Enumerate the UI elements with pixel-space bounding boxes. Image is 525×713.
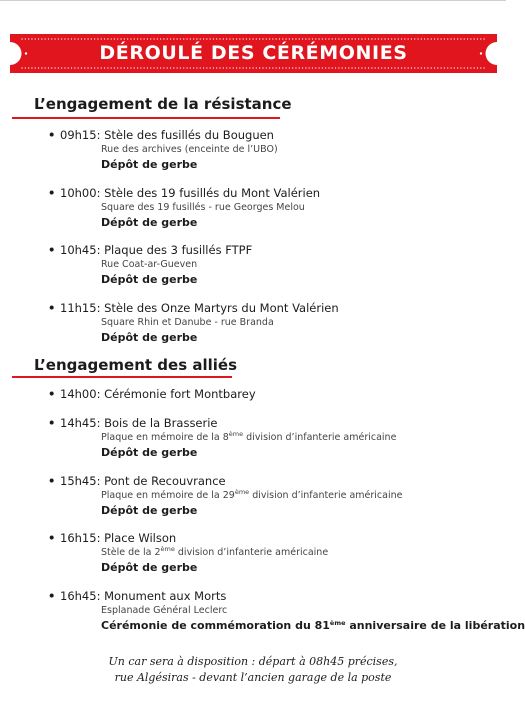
event-action: Dépôt de gerbe (101, 331, 198, 344)
bullet-icon: • (48, 589, 56, 603)
event-address: Rue des archives (enceinte de l’UBO) (101, 144, 278, 155)
page-title: DÉROULÉ DES CÉRÉMONIES (99, 42, 408, 64)
bullet-icon: • (48, 387, 56, 401)
transport-notice-line1: Un car sera à disposition : départ à 08h45 précises, (108, 655, 398, 668)
event-time: 11h15 (60, 301, 97, 315)
section-title-allies: L’engagement des alliés (34, 356, 238, 374)
transport-notice-line2: rue Algésiras - devant l’ancien garage de la poste (114, 671, 392, 684)
event-time: 16h45 (60, 589, 97, 603)
event-address: Square des 19 fusillés - rue Georges Melou (101, 202, 305, 213)
event-place: Bois de la Brasserie (104, 416, 218, 430)
title-banner (10, 34, 497, 73)
event-item: • 11h15: Stèle des Onze Martyrs du Mont Valérien Square Rhin et Danube - rue Branda Dépôt de gerbe (48, 301, 498, 345)
event-action: Dépôt de gerbe (101, 561, 198, 574)
event-place: Monument aux Morts (104, 589, 227, 603)
event-item: • 10h00: Stèle des 19 fusillés du Mont Valérien Square des 19 fusillés - rue Georges Melou Dépôt de gerbe (48, 186, 498, 230)
event-place: Pont de Recouvrance (104, 474, 226, 488)
event-time: 16h15 (60, 531, 97, 545)
event-place: Stèle des 19 fusillés du Mont Valérien (104, 186, 321, 200)
bullet-icon: • (48, 301, 56, 315)
bullet-icon: • (48, 186, 56, 200)
event-time: 10h00 (60, 186, 97, 200)
event-time: 15h45 (60, 474, 97, 488)
event-time: 09h15 (60, 128, 97, 142)
event-address: Plaque en mémoire de la 29ème division d’infanterie américaine (101, 488, 403, 501)
transport-notice (0, 654, 506, 686)
event-place: Plaque des 3 fusillés FTPF (104, 243, 253, 257)
event-item: • 16h15: Place Wilson Stèle de la 2ème division d’infanterie américaine Dépôt de gerbe (48, 531, 498, 575)
event-place: Stèle des fusillés du Bouguen (104, 128, 274, 142)
event-action: Cérémonie de commémoration du 81ème anniversaire de la libération (101, 619, 525, 632)
event-action: Dépôt de gerbe (101, 216, 198, 229)
event-address: Square Rhin et Danube - rue Branda (101, 317, 274, 328)
event-action: Dépôt de gerbe (101, 446, 198, 459)
event-address: Plaque en mémoire de la 8ème division d’infanterie américaine (101, 430, 397, 443)
event-place: Place Wilson (104, 531, 177, 545)
event-item: • 16h45: Monument aux Morts Esplanade Général Leclerc Cérémonie de commémoration du 81ème anniversaire de la libération (48, 589, 525, 632)
top-divider (0, 0, 506, 1)
section-title-resistance: L’engagement de la résistance (34, 95, 292, 113)
event-time: 14h45 (60, 416, 97, 430)
event-address: Esplanade Général Leclerc (101, 605, 228, 616)
event-item: • 14h00: Cérémonie fort Montbarey (48, 387, 256, 401)
bullet-icon: • (48, 531, 56, 545)
event-item: • 14h45: Bois de la Brasserie Plaque en mémoire de la 8ème division d’infanterie américaine Dépôt de gerbe (48, 416, 498, 460)
event-time: 10h45 (60, 243, 97, 257)
event-time: 14h00 (60, 387, 97, 401)
event-place: Stèle des Onze Martyrs du Mont Valérien (104, 301, 339, 315)
event-item: • 15h45: Pont de Recouvrance Plaque en mémoire de la 29ème division d’infanterie américaine Dépôt de gerbe (48, 474, 498, 518)
bullet-icon: • (48, 416, 56, 430)
event-action: Dépôt de gerbe (101, 273, 198, 286)
section-underline (12, 376, 232, 378)
bullet-icon: • (48, 243, 56, 257)
event-address: Rue Coat-ar-Gueven (101, 259, 198, 270)
event-address: Stèle de la 2ème division d’infanterie américaine (101, 545, 329, 558)
event-place: Cérémonie fort Montbarey (104, 387, 256, 401)
bullet-icon: • (48, 474, 56, 488)
event-item: • 10h45: Plaque des 3 fusillés FTPF Rue Coat-ar-Gueven Dépôt de gerbe (48, 243, 498, 287)
event-item: • 09h15: Stèle des fusillés du Bouguen Rue des archives (enceinte de l’UBO) Dépôt de gerbe (48, 128, 498, 172)
bullet-icon: • (48, 128, 56, 142)
section-underline (12, 117, 280, 119)
event-action: Dépôt de gerbe (101, 504, 198, 517)
event-action: Dépôt de gerbe (101, 158, 198, 171)
